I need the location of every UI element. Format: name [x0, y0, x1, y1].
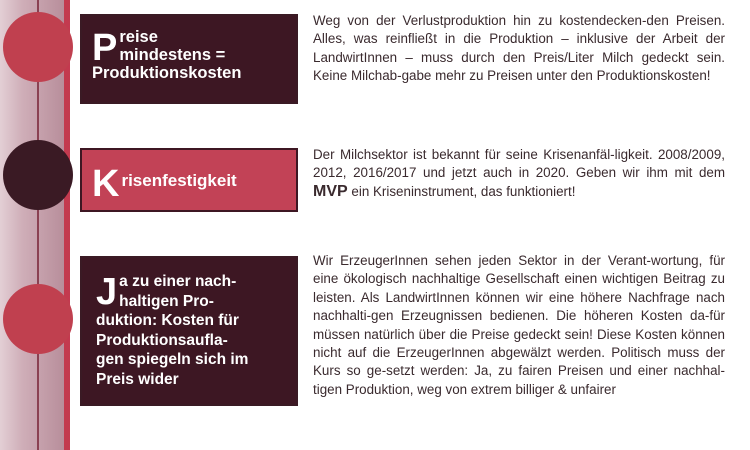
timeline-dot-2	[3, 140, 73, 210]
section-3-heading	[96, 272, 284, 389]
section-1-body: Weg von der Verlustproduktion hin zu kostendecken-den Preisen. Alles, was reinfließt in die Produktion – inklusive der Arbeit der LandwirtInnen – muss durch den Preis/Liter Milch gedeckt sein. Keine Milchab-gabe mehr zu Preisen unter den Produktionskosten!	[313, 13, 725, 84]
section-2-initial: K	[92, 163, 120, 205]
timeline-dot-1	[3, 12, 73, 82]
section-3-heading-line6: Preis wider	[96, 370, 179, 388]
section-3-heading-line2: haltigen Pro-	[119, 292, 214, 310]
section-2-heading-rest: risenfestigkeit	[121, 171, 237, 190]
section-2-heading	[92, 163, 286, 205]
section-2-body	[313, 146, 725, 201]
section-3-body: Wir ErzeugerInnen sehen jeden Sektor in der Verant-wortung, für eine ökologisch nachhaltige Gesellschaft einen wichtigen Beitrag zu leisten. Als LandwirtInnen können wir eine höhere Nachfrage nach nachhalti-gen Erzeugnissen bedienen. Die höheren Kosten da-für müssen natürlich über die Preise gedeckt sein! Diese Kosten können nicht auf die ErzeugerInnen abgewälzt werden. Politisch muss der Kurs so ge-setzt werden: Ja, zu fairen Preisen und einer nachhal-tigen Produktion, weg von extrem billiger & unfairer	[313, 253, 725, 397]
section-3-heading-line3: duktion: Kosten für	[96, 312, 239, 329]
timeline-dot-3	[3, 284, 73, 354]
section-2-body-part1: Der Milchsektor ist bekannt für seine Krisenanfäl-ligkeit. 2008/2009, 2012, 2016/2017 und jetzt auch in 2020. Geben wir ihm mit dem	[313, 147, 725, 181]
section-3-heading-line4: Produktionsaufla-	[96, 331, 228, 349]
section-3-heading-line5: gen spiegeln sich im	[96, 351, 249, 368]
section-2-body-emphasis: MVP	[313, 182, 348, 200]
section-3-heading-line1: a zu einer nach-	[119, 273, 237, 290]
section-1-initial: P	[92, 27, 118, 69]
section-1-heading	[92, 28, 286, 82]
section-1-heading-box	[80, 14, 298, 104]
section-2-heading-box	[80, 148, 298, 212]
section-2-body-part2: ein Kriseninstrument, das funktioniert!	[351, 183, 576, 199]
section-3-heading-box	[80, 256, 298, 406]
section-1-heading-line2: mindestens =	[119, 46, 226, 64]
section-1-heading-line3: Produktionskosten	[92, 64, 242, 82]
section-1-heading-line1: reise	[119, 28, 158, 46]
section-3-initial: J	[96, 271, 118, 313]
